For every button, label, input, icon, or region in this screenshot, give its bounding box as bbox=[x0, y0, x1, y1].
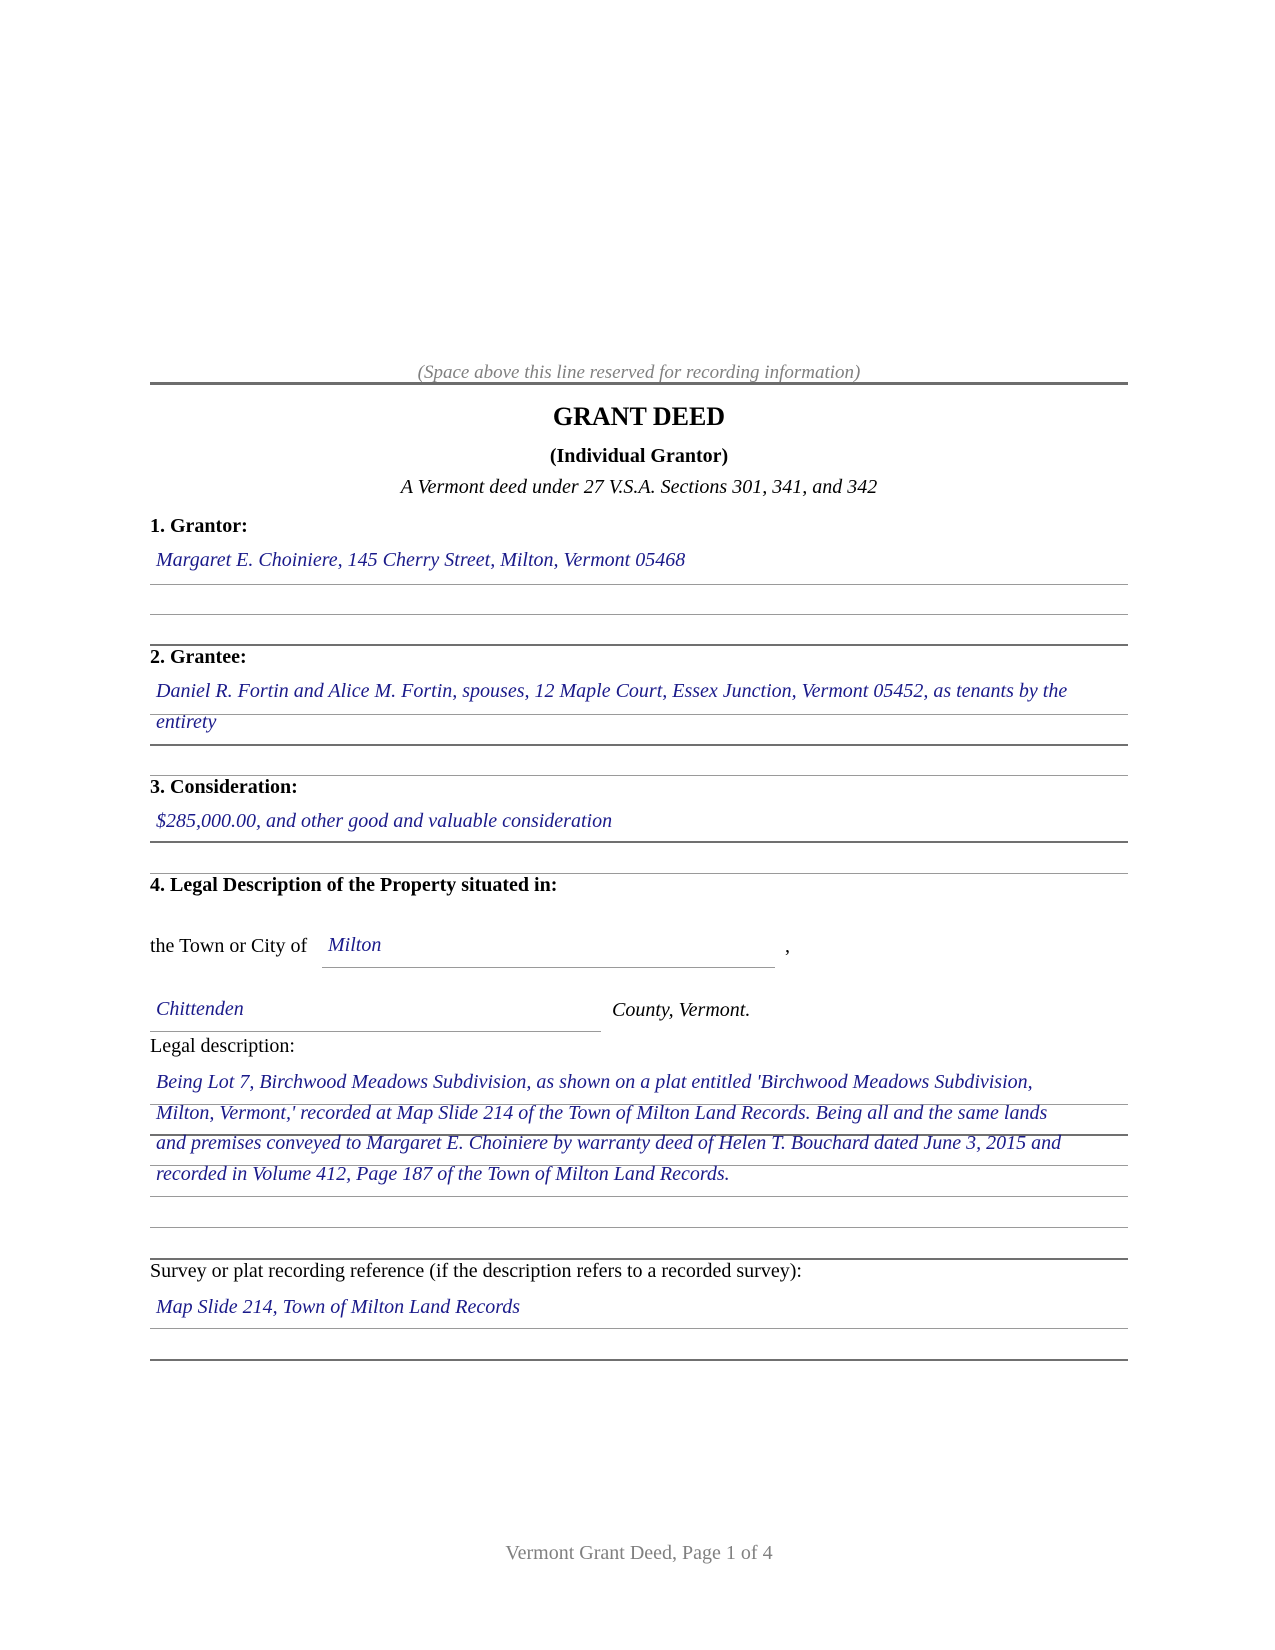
description-rule-4 bbox=[150, 1196, 1128, 1197]
document-subtitle: (Individual Grantor) bbox=[549, 445, 729, 467]
grantor-line-3 bbox=[150, 644, 1128, 646]
survey-reference-field[interactable]: Map Slide 214, Town of Milton Land Records bbox=[156, 1296, 521, 1318]
statute-reference: A Vermont deed under 27 V.S.A. Sections 301, 341, and 342 bbox=[400, 476, 878, 498]
legal-description-line-2[interactable]: Milton, Vermont,' recorded at Map Slide 214 of the Town of Milton Land Records. Being all and the same lands bbox=[156, 1102, 1048, 1124]
legal-description-line-1[interactable]: Being Lot 7, Birchwood Meadows Subdivision, as shown on a plat entitled 'Birchwood Meadows Subdivision, bbox=[156, 1071, 1033, 1093]
town-label: the Town or City of bbox=[150, 935, 308, 957]
recording-space-note: (Space above this line reserved for recording information) bbox=[417, 362, 861, 383]
survey-rule-2 bbox=[150, 1359, 1128, 1361]
recording-divider bbox=[150, 382, 1128, 385]
grantor-line-1 bbox=[150, 584, 1128, 585]
grantor-heading: 1. Grantor: bbox=[150, 515, 248, 537]
legal-description-heading: 4. Legal Description of the Property situated in: bbox=[150, 874, 558, 896]
survey-rule-1 bbox=[150, 1328, 1128, 1329]
town-comma: , bbox=[785, 935, 790, 957]
grantee-field-line2[interactable]: entirety bbox=[156, 711, 217, 733]
document-title: GRANT DEED bbox=[552, 402, 726, 431]
town-line bbox=[322, 967, 775, 968]
grantor-line-2 bbox=[150, 614, 1128, 615]
legal-description-line-4[interactable]: recorded in Volume 412, Page 187 of the Town of Milton Land Records. bbox=[156, 1163, 730, 1185]
consideration-heading: 3. Consideration: bbox=[150, 776, 298, 798]
consideration-line-1 bbox=[150, 841, 1128, 843]
grantor-field[interactable]: Margaret E. Choiniere, 145 Cherry Street, Milton, Vermont 05468 bbox=[156, 549, 686, 571]
description-rule-5 bbox=[150, 1227, 1128, 1228]
consideration-field[interactable]: $285,000.00, and other good and valuable consideration bbox=[156, 810, 613, 832]
county-label: County, Vermont. bbox=[612, 999, 751, 1021]
county-field[interactable]: Chittenden bbox=[156, 998, 244, 1020]
grantee-field-line1[interactable]: Daniel R. Fortin and Alice M. Fortin, spouses, 12 Maple Court, Essex Junction, Vermont 05452, as tenants by the bbox=[156, 680, 1068, 702]
grantee-line-2 bbox=[150, 744, 1128, 746]
survey-reference-label: Survey or plat recording reference (if the description refers to a recorded survey): bbox=[150, 1260, 802, 1282]
legal-description-label: Legal description: bbox=[150, 1035, 295, 1057]
page-footer: Vermont Grant Deed, Page 1 of 4 bbox=[505, 1542, 773, 1564]
grantee-heading: 2. Grantee: bbox=[150, 646, 247, 668]
legal-description-line-3[interactable]: and premises conveyed to Margaret E. Choiniere by warranty deed of Helen T. Bouchard dated June 3, 2015 and bbox=[156, 1132, 1062, 1154]
grantee-line-1 bbox=[150, 714, 1128, 715]
town-field[interactable]: Milton bbox=[328, 934, 382, 956]
